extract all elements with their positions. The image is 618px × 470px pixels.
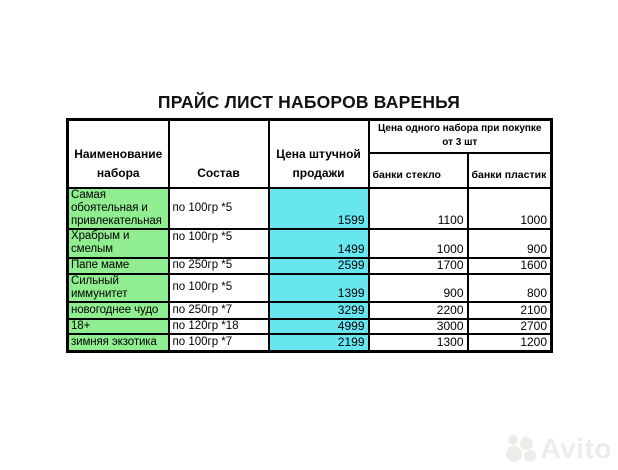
- set-name-cell: Папе маме: [68, 258, 169, 274]
- header-glass-jars: банки стекло: [369, 153, 468, 188]
- composition-cell: по 100гр *5: [169, 274, 269, 302]
- table-header: [68, 120, 552, 188]
- header-bulk-price-group: Цена одного набора при покупке от 3 шт: [369, 120, 552, 153]
- glass-price-cell: 1700: [369, 258, 468, 274]
- table-row: [68, 302, 552, 319]
- glass-price-cell: 900: [369, 274, 468, 302]
- glass-price-cell: 1100: [369, 188, 468, 229]
- composition-cell: по 250гр *7: [169, 302, 269, 319]
- header-set-name: Наименование набора: [68, 120, 169, 188]
- plastic-price-cell: 2700: [468, 319, 552, 334]
- unit-price-cell: 2199: [269, 334, 369, 352]
- plastic-price-cell: 900: [468, 229, 552, 258]
- set-name-cell: новогоднее чудо: [68, 302, 169, 319]
- set-name-cell: 18+: [68, 319, 169, 334]
- composition-cell: по 100гр *7: [169, 334, 269, 352]
- set-name-cell: зимняя экзотика: [68, 334, 169, 352]
- set-name-cell: Самая обоятельная и привлекательная: [68, 188, 169, 229]
- unit-price-cell: 1399: [269, 274, 369, 302]
- glass-price-cell: 3000: [369, 319, 468, 334]
- plastic-price-cell: 1000: [468, 188, 552, 229]
- plastic-price-cell: 1200: [468, 334, 552, 352]
- plastic-price-cell: 2100: [468, 302, 552, 319]
- set-name-cell: Храбрым и смелым: [68, 229, 169, 258]
- plastic-price-cell: 800: [468, 274, 552, 302]
- plastic-price-cell: 1600: [468, 258, 552, 274]
- table-row: [68, 274, 552, 302]
- avito-logo-icon: [506, 434, 538, 464]
- set-name-cell: Сильный иммунитет: [68, 274, 169, 302]
- composition-cell: по 250гр *5: [169, 258, 269, 274]
- table-body: [68, 188, 552, 352]
- header-unit-price: Цена штучной продажи: [269, 120, 369, 188]
- table-row: [68, 319, 552, 334]
- unit-price-cell: 3299: [269, 302, 369, 319]
- avito-watermark-text: Avito: [540, 433, 612, 464]
- header-plastic-jars: банки пластик: [468, 153, 552, 188]
- table-row: [68, 334, 552, 352]
- header-composition: Состав: [169, 120, 269, 188]
- glass-price-cell: 1000: [369, 229, 468, 258]
- composition-cell: по 120гр *18: [169, 319, 269, 334]
- header-row-group: [68, 120, 552, 153]
- table-row: [68, 229, 552, 258]
- price-table: [66, 118, 553, 353]
- unit-price-cell: 1599: [269, 188, 369, 229]
- table-row: [68, 188, 552, 229]
- unit-price-cell: 1499: [269, 229, 369, 258]
- glass-price-cell: 1300: [369, 334, 468, 352]
- table-row: [68, 258, 552, 274]
- unit-price-cell: 4999: [269, 319, 369, 334]
- avito-watermark: [506, 434, 612, 464]
- composition-cell: по 100гр *5: [169, 229, 269, 258]
- page-title: ПРАЙС ЛИСТ НАБОРОВ ВАРЕНЬЯ: [157, 92, 461, 112]
- unit-price-cell: 2599: [269, 258, 369, 274]
- glass-price-cell: 2200: [369, 302, 468, 319]
- composition-cell: по 100гр *5: [169, 188, 269, 229]
